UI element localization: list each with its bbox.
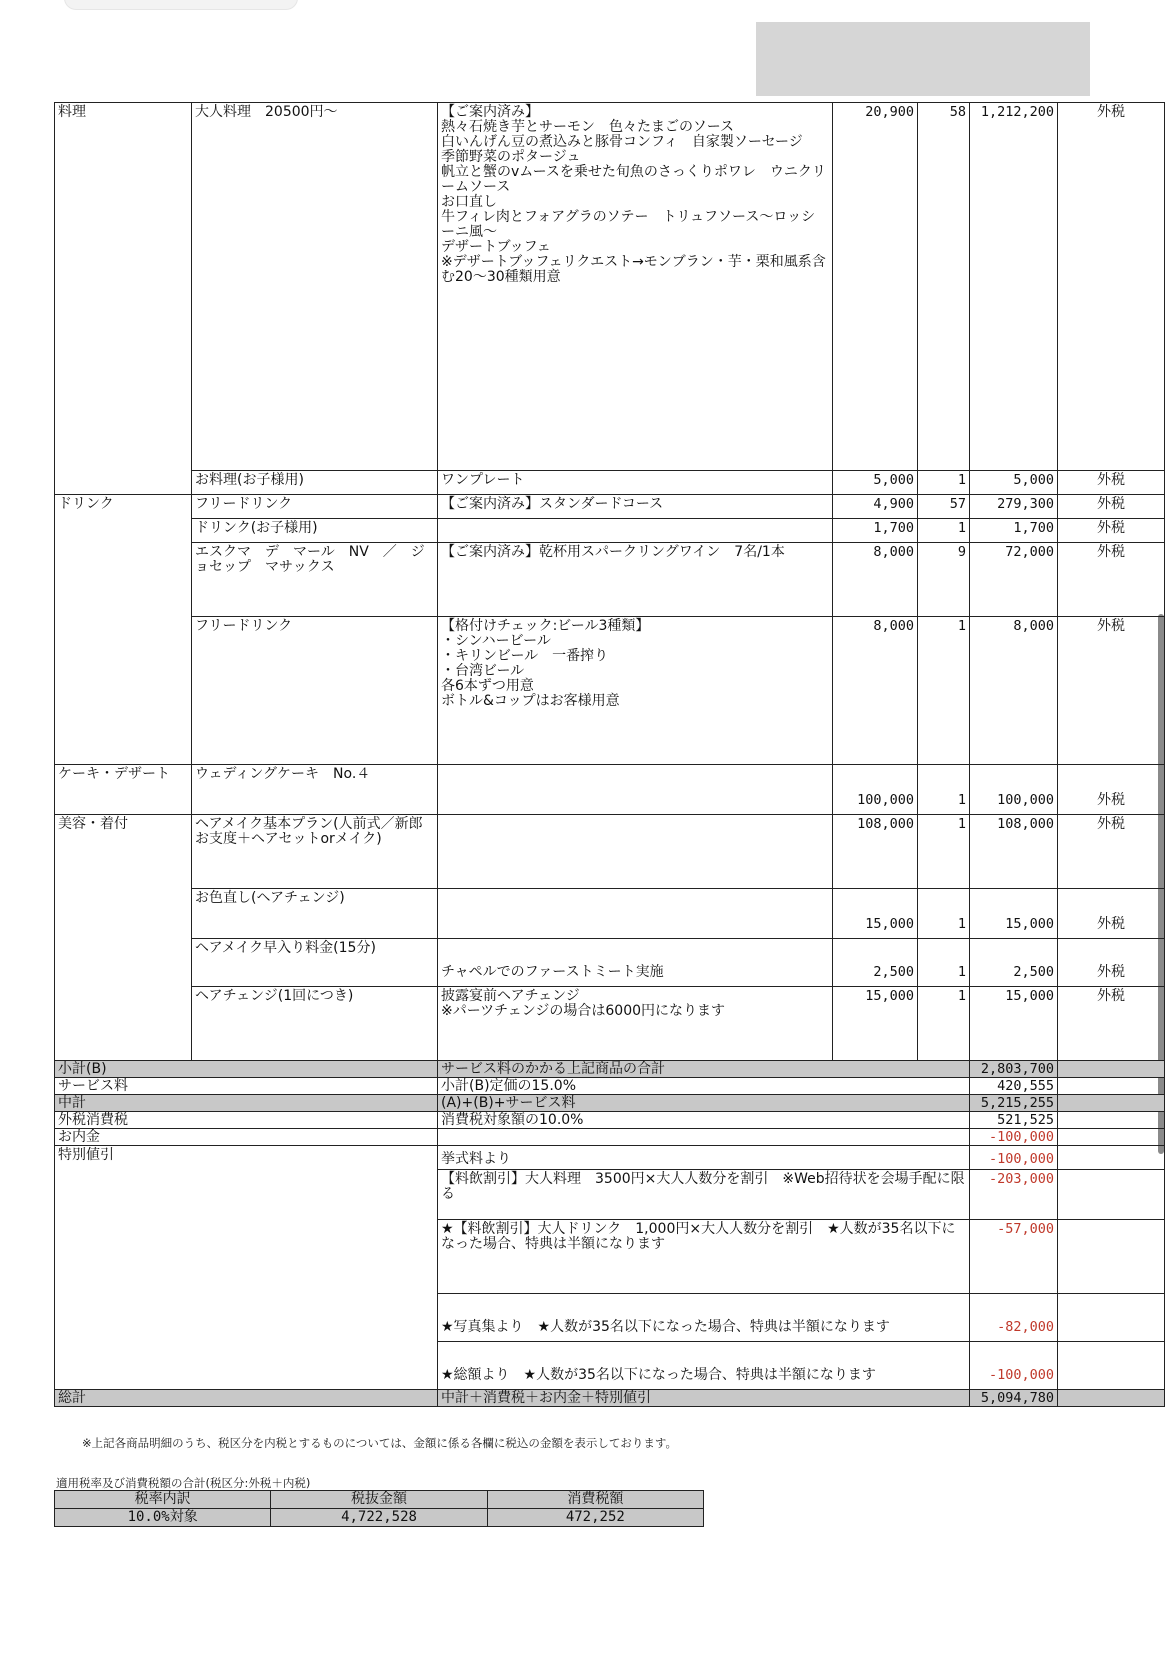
- amount: 72,000: [970, 543, 1058, 617]
- line-item: [55, 987, 1165, 1061]
- quantity: 1: [918, 519, 970, 543]
- discount-amount: -82,000: [970, 1294, 1058, 1342]
- summary-amount: 420,555: [970, 1078, 1058, 1095]
- quantity: 9: [918, 543, 970, 617]
- item-desc: 披露宴前ヘアチェンジ ※パーツチェンジの場合は6000円になります: [438, 987, 833, 1061]
- rate-table-header: [55, 1491, 704, 1509]
- category-label: ケーキ・デザート: [55, 765, 192, 815]
- rate-pretax-amount: 4,722,528: [271, 1509, 487, 1527]
- item-desc: [438, 889, 833, 939]
- total-amount: 5,094,780: [970, 1390, 1058, 1407]
- line-item: [55, 939, 1165, 987]
- summary-row: [55, 1095, 1165, 1112]
- unit-price: 4,900: [833, 495, 918, 519]
- summary-row: [55, 1061, 1165, 1078]
- unit-price: 15,000: [833, 987, 918, 1061]
- summary-desc: サービス料のかかる上記商品の合計: [438, 1061, 970, 1078]
- quantity: 1: [918, 765, 970, 815]
- item-name: ヘアメイク基本プラン(人前式／新郎お支度＋ヘアセットorメイク): [192, 815, 438, 889]
- amount: 15,000: [970, 889, 1058, 939]
- category-label: ドリンク: [55, 495, 192, 765]
- tax-type: 外税: [1058, 543, 1165, 617]
- amount: 1,700: [970, 519, 1058, 543]
- quantity: 1: [918, 939, 970, 987]
- unit-price: 8,000: [833, 617, 918, 765]
- summary-row: [55, 1112, 1165, 1129]
- summary-label: 小計(B): [55, 1061, 438, 1078]
- line-item: [55, 889, 1165, 939]
- tax-type: 外税: [1058, 889, 1165, 939]
- summary-desc: (A)+(B)+サービス料: [438, 1095, 970, 1112]
- line-item: [55, 471, 1165, 495]
- discount-amount: -100,000: [970, 1342, 1058, 1390]
- summary-amount: 2,803,700: [970, 1061, 1058, 1078]
- tax-type: 外税: [1058, 765, 1165, 815]
- summary-label: 中計: [55, 1095, 438, 1112]
- item-desc: [438, 519, 833, 543]
- top-bar-fragment: [64, 0, 298, 10]
- summary-row: [55, 1129, 1165, 1146]
- line-item: [55, 765, 1165, 815]
- tax-type: 外税: [1058, 987, 1165, 1061]
- rate-header-pretax: 税抜金額: [271, 1491, 487, 1509]
- rate-header-breakdown: 税率内訳: [55, 1491, 271, 1509]
- amount: 15,000: [970, 987, 1058, 1061]
- item-name: ヘアメイク早入り料金(15分): [192, 939, 438, 987]
- item-name: フリードリンク: [192, 495, 438, 519]
- tax-type: 外税: [1058, 519, 1165, 543]
- item-desc: 【格付けチェック:ビール3種類】 ・シンハービール ・キリンビール 一番搾り ・台湾ビール 各6本ずつ用意 ボトル&コップはお客様用意: [438, 617, 833, 765]
- item-name: ウェディングケーキ No.４: [192, 765, 438, 815]
- item-desc: チャペルでのファーストミート実施: [438, 939, 833, 987]
- quantity: 1: [918, 471, 970, 495]
- unit-price: 20,900: [833, 103, 918, 471]
- line-item: [55, 103, 1165, 471]
- quantity: 1: [918, 889, 970, 939]
- amount: 279,300: [970, 495, 1058, 519]
- tax-rate-table: [54, 1490, 704, 1527]
- tax-type: 外税: [1058, 103, 1165, 471]
- summary-label: 外税消費税: [55, 1112, 438, 1129]
- item-desc: 【ご案内済み】 熱々石焼き芋とサーモン 色々たまごのソース 白いんげん豆の煮込みと豚骨コンフィ 自家製ソーセージ 季節野菜のポタージュ 帆立と蟹のvムースを乗せた旬魚のさっくりポワレ ウニクリームソース お口直し 牛フィレ肉とフォアグラのソテー トリュフソース～ロッシーニ風～ デザートブッフェ ※デザートブッフェリクエスト→モンブラン・芋・栗和風系含む20～30種類用意: [438, 103, 833, 471]
- item-name: お料理(お子様用): [192, 471, 438, 495]
- tax-type: 外税: [1058, 617, 1165, 765]
- amount: 100,000: [970, 765, 1058, 815]
- unit-price: 8,000: [833, 543, 918, 617]
- category-label: 美容・着付: [55, 815, 192, 1061]
- item-desc: [438, 765, 833, 815]
- unit-price: 15,000: [833, 889, 918, 939]
- amount: 5,000: [970, 471, 1058, 495]
- rate-table-row: [55, 1509, 704, 1527]
- discount-amount: -203,000: [970, 1170, 1058, 1220]
- line-item: [55, 617, 1165, 765]
- item-name: ヘアチェンジ(1回につき): [192, 987, 438, 1061]
- quantity: 58: [918, 103, 970, 471]
- summary-amount: 521,525: [970, 1112, 1058, 1129]
- discount-desc: ★総額より ★人数が35名以下になった場合、特典は半額になります: [438, 1342, 970, 1390]
- summary-desc: [438, 1129, 970, 1146]
- total-row: [55, 1390, 1165, 1407]
- line-item: [55, 815, 1165, 889]
- redacted-area: [756, 22, 1090, 96]
- unit-price: 1,700: [833, 519, 918, 543]
- item-name: お色直し(ヘアチェンジ): [192, 889, 438, 939]
- summary-label: お内金: [55, 1129, 438, 1146]
- tax-type: 外税: [1058, 495, 1165, 519]
- amount: 108,000: [970, 815, 1058, 889]
- total-label: 総計: [55, 1390, 438, 1407]
- rate-table-caption: 適用税率及び消費税額の合計(税区分:外税＋内税): [56, 1476, 311, 1490]
- discount-desc: 挙式料より: [438, 1146, 970, 1170]
- tax-type: 外税: [1058, 939, 1165, 987]
- line-item: [55, 495, 1165, 519]
- discount-row: [55, 1146, 1165, 1170]
- unit-price: 5,000: [833, 471, 918, 495]
- amount: 2,500: [970, 939, 1058, 987]
- amount: 8,000: [970, 617, 1058, 765]
- summary-amount: 5,215,255: [970, 1095, 1058, 1112]
- quantity: 57: [918, 495, 970, 519]
- line-item: [55, 543, 1165, 617]
- invoice-table: [54, 102, 1165, 1407]
- rate-label: 10.0%対象: [55, 1509, 271, 1527]
- discount-label: 特別値引: [55, 1146, 438, 1390]
- item-name: フリードリンク: [192, 617, 438, 765]
- item-name: ドリンク(お子様用): [192, 519, 438, 543]
- line-item: [55, 519, 1165, 543]
- summary-row: [55, 1078, 1165, 1095]
- quantity: 1: [918, 987, 970, 1061]
- total-desc: 中計＋消費税＋お内金＋特別値引: [438, 1390, 970, 1407]
- item-desc: [438, 815, 833, 889]
- rate-header-tax: 消費税額: [487, 1491, 703, 1509]
- category-label: 料理: [55, 103, 192, 495]
- unit-price: 100,000: [833, 765, 918, 815]
- summary-amount: -100,000: [970, 1129, 1058, 1146]
- quantity: 1: [918, 815, 970, 889]
- quantity: 1: [918, 617, 970, 765]
- discount-desc: ★【料飲割引】大人ドリンク 1,000円×大人人数分を割引 ★人数が35名以下になった場合、特典は半額になります: [438, 1220, 970, 1294]
- rate-tax-amount: 472,252: [487, 1509, 703, 1527]
- unit-price: 2,500: [833, 939, 918, 987]
- item-desc: 【ご案内済み】スタンダードコース: [438, 495, 833, 519]
- summary-label: サービス料: [55, 1078, 438, 1095]
- item-name: 大人料理 20500円～: [192, 103, 438, 471]
- amount: 1,212,200: [970, 103, 1058, 471]
- tax-type: 外税: [1058, 815, 1165, 889]
- item-desc: ワンプレート: [438, 471, 833, 495]
- summary-desc: 小計(B)定価の15.0%: [438, 1078, 970, 1095]
- discount-desc: ★写真集より ★人数が35名以下になった場合、特典は半額になります: [438, 1294, 970, 1342]
- unit-price: 108,000: [833, 815, 918, 889]
- item-desc: 【ご案内済み】乾杯用スパークリングワイン 7名/1本: [438, 543, 833, 617]
- item-name: エスクマ デ マール NV ／ ジョセップ マサックス: [192, 543, 438, 617]
- tax-type: 外税: [1058, 471, 1165, 495]
- discount-desc: 【料飲割引】大人料理 3500円×大人人数分を割引 ※Web招待状を会場手配に限る: [438, 1170, 970, 1220]
- discount-amount: -100,000: [970, 1146, 1058, 1170]
- summary-desc: 消費税対象額の10.0%: [438, 1112, 970, 1129]
- tax-note: ※上記各商品明細のうち、税区分を内税とするものについては、金額に係る各欄に税込の金額を表示しております。: [82, 1436, 677, 1450]
- discount-amount: -57,000: [970, 1220, 1058, 1294]
